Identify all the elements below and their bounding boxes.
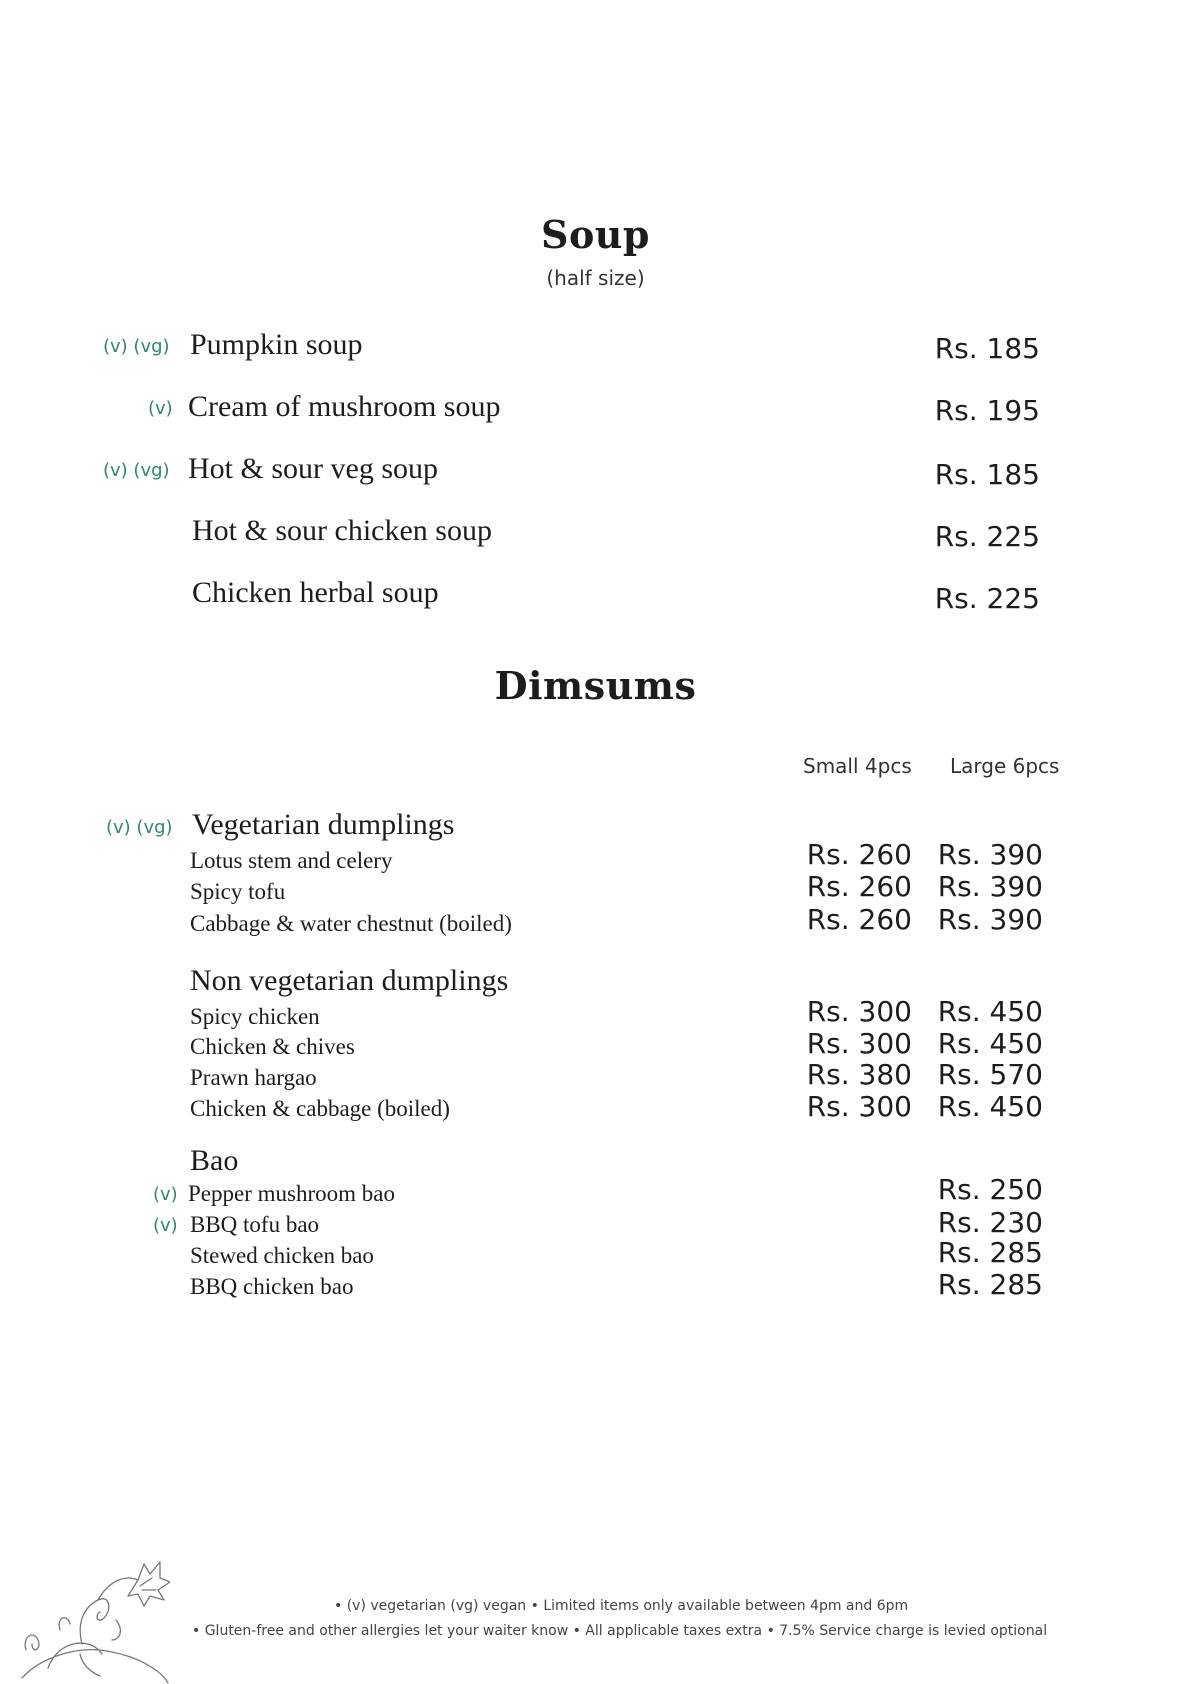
column-large-header: Large 6pcs xyxy=(950,754,1060,778)
soup-item-price: Rs. 195 xyxy=(934,394,1040,427)
dumpling-price-small: Rs. 260 xyxy=(806,870,912,903)
nonveg-dumplings-title: Non vegetarian dumplings xyxy=(190,964,509,997)
dumpling-price-small: Rs. 300 xyxy=(806,1090,912,1123)
dumpling-price-large: Rs. 390 xyxy=(937,903,1043,936)
soup-item-price: Rs. 225 xyxy=(934,582,1040,615)
bao-title: Bao xyxy=(190,1144,239,1177)
soup-item-tags: (v) (vg) xyxy=(103,336,170,357)
dumpling-price-large: Rs. 450 xyxy=(937,1027,1043,1060)
dumpling-item-name: Spicy chicken xyxy=(190,1004,320,1029)
soup-heading: Soup xyxy=(541,212,650,257)
soup-item-name: Cream of mushroom soup xyxy=(188,390,501,423)
dumpling-item-name: Chicken & cabbage (boiled) xyxy=(190,1096,450,1121)
dumpling-price-large: Rs. 390 xyxy=(937,838,1043,871)
soup-subtitle: (half size) xyxy=(546,266,645,290)
footer-line-2: • Gluten-free and other allergies let your waiter know • All applicable taxes extra • 7.5% Service charge is levied optional xyxy=(192,1623,1048,1639)
veg-dumplings-tags: (v) (vg) xyxy=(106,817,173,838)
bao-item-price: Rs. 230 xyxy=(937,1206,1043,1239)
dumpling-price-small: Rs. 300 xyxy=(806,995,912,1028)
dumpling-price-large: Rs. 450 xyxy=(937,995,1043,1028)
bao-item-price: Rs. 250 xyxy=(937,1173,1043,1206)
soup-item-price: Rs. 185 xyxy=(934,458,1040,491)
dumpling-item-name: Chicken & chives xyxy=(190,1034,355,1059)
dumpling-price-small: Rs. 300 xyxy=(806,1027,912,1060)
soup-item-price: Rs. 225 xyxy=(934,520,1040,553)
bao-item-tags: (v) xyxy=(153,1215,178,1236)
dumpling-item-name: Cabbage & water chestnut (boiled) xyxy=(190,911,512,936)
dumpling-price-small: Rs. 260 xyxy=(806,838,912,871)
veg-dumplings-title: Vegetarian dumplings xyxy=(192,808,455,841)
soup-item-name: Chicken herbal soup xyxy=(192,576,439,609)
pumpkin-vine-sketch-icon xyxy=(20,1540,170,1684)
bao-item-name: Stewed chicken bao xyxy=(190,1243,374,1268)
bao-item-name: BBQ chicken bao xyxy=(190,1274,354,1299)
soup-item-tags: (v) (vg) xyxy=(103,460,170,481)
dumpling-item-name: Prawn hargao xyxy=(190,1065,317,1090)
bao-item-tags: (v) xyxy=(153,1184,178,1205)
soup-item-name: Hot & sour veg soup xyxy=(188,452,438,485)
bao-item-price: Rs. 285 xyxy=(937,1268,1043,1301)
soup-item-tags: (v) xyxy=(148,398,173,419)
column-small-header: Small 4pcs xyxy=(803,754,912,778)
dumpling-price-small: Rs. 260 xyxy=(806,903,912,936)
dumpling-item-name: Lotus stem and celery xyxy=(190,848,393,873)
soup-item-name: Hot & sour chicken soup xyxy=(192,514,492,547)
bao-item-name: BBQ tofu bao xyxy=(190,1212,320,1237)
bao-item-price: Rs. 285 xyxy=(937,1236,1043,1269)
dimsums-heading: Dimsums xyxy=(494,663,697,708)
dumpling-item-name: Spicy tofu xyxy=(190,879,286,904)
dumpling-price-large: Rs. 570 xyxy=(937,1058,1043,1091)
soup-item-price: Rs. 185 xyxy=(934,332,1040,365)
dumpling-price-large: Rs. 390 xyxy=(937,870,1043,903)
bao-item-name: Pepper mushroom bao xyxy=(188,1181,395,1206)
dumpling-price-large: Rs. 450 xyxy=(937,1090,1043,1123)
footer-line-1: • (v) vegetarian (vg) vegan • Limited items only available between 4pm and 6pm xyxy=(334,1598,909,1614)
dumpling-price-small: Rs. 380 xyxy=(806,1058,912,1091)
soup-item-name: Pumpkin soup xyxy=(190,328,363,361)
